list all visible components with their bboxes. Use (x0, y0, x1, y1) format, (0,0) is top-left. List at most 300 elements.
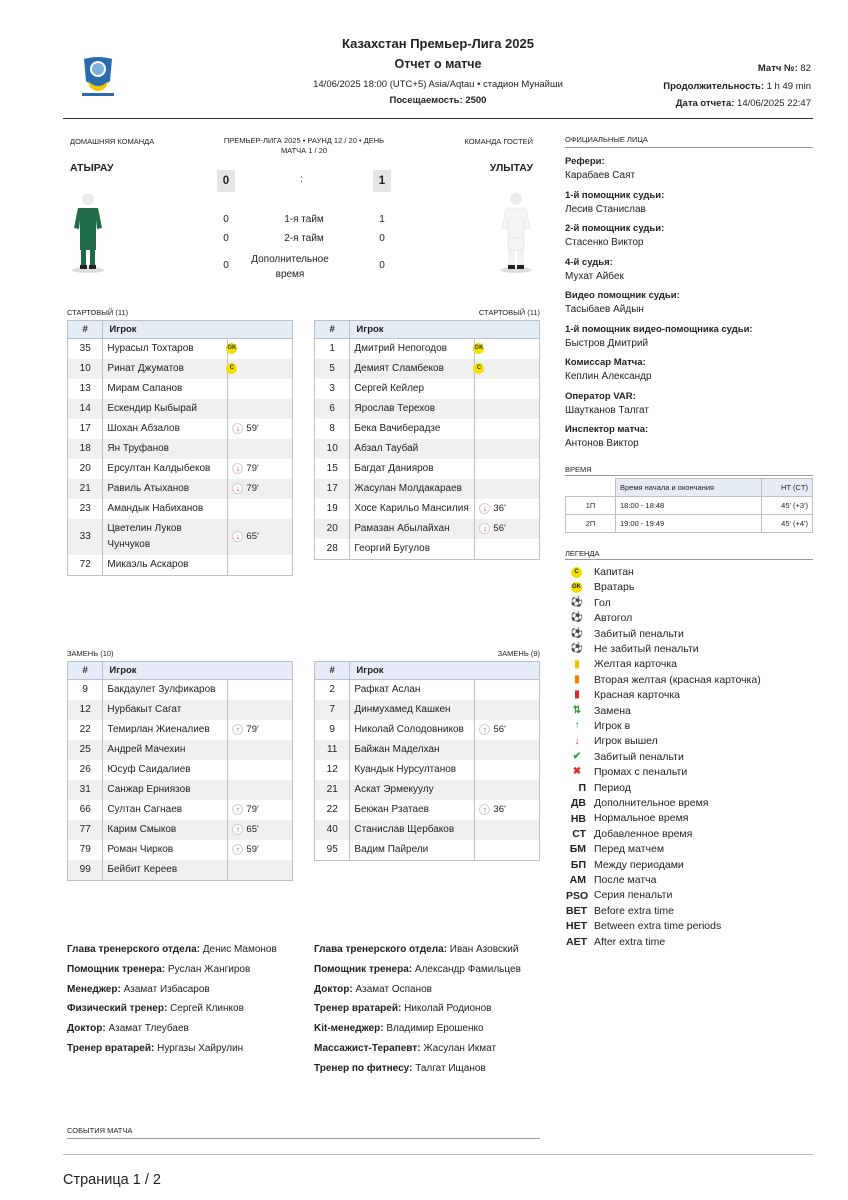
staff-role: Массажист-Терапевт: (314, 1042, 421, 1054)
player-row (315, 459, 540, 479)
home-subs-label: ЗАМЕНЬ (10) (67, 649, 114, 658)
player-event (228, 479, 293, 499)
report-subtitle: Отчет о матче (394, 57, 482, 71)
sub-minute: 79' (246, 804, 259, 815)
col-num-header: # (68, 321, 103, 339)
player-name: Мирам Сапанов (103, 379, 228, 399)
player-row (315, 379, 540, 399)
legend-item (568, 688, 680, 702)
abbr-bet: BET (566, 905, 587, 918)
official-role: 1-й помощник судьи: (565, 189, 665, 201)
legend-text: Промах с пенальти (594, 766, 688, 779)
staff-role: Kit-менеджер: (314, 1023, 384, 1035)
legend-text: Игрок вышел (594, 735, 658, 748)
official-entry (565, 290, 813, 324)
legend-item (568, 873, 657, 887)
staff-entry (314, 964, 554, 984)
sub-minute: 65' (246, 824, 259, 835)
player-name: Ярослав Терехов (350, 399, 475, 419)
legend-title: ЛЕГЕНДА (565, 549, 600, 558)
player-event (228, 379, 293, 399)
player-event (228, 499, 293, 519)
away-kit-icon (498, 190, 534, 274)
staff-name: Нургазы Хайрулин (157, 1042, 244, 1054)
legend-item (568, 611, 633, 625)
col-player-header: Игрок (350, 662, 540, 680)
legend-item (566, 888, 673, 902)
player-number: 10 (315, 439, 350, 459)
col-num-header: # (315, 321, 350, 339)
player-number: 20 (68, 459, 103, 479)
round-info: ПРЕМЬЕР-ЛИГА 2025 • РАУНД 12 / 20 • ДЕНЬ МАТЧА 1 / 20 (223, 136, 385, 155)
substitution-icon: ⇅ (572, 704, 582, 716)
sub-minute: 36' (493, 804, 506, 815)
player-event (228, 800, 293, 820)
period1-label: 1-я тайм (284, 214, 324, 225)
staff-role: Доктор: (67, 1023, 106, 1035)
player-name: Байжан Маделхан (350, 740, 475, 760)
legend-text: Before extra time (594, 904, 674, 917)
player-number: 15 (315, 459, 350, 479)
legend-item (566, 919, 722, 933)
player-name: Хосе Карильо Мансилия (350, 499, 475, 519)
player-event (475, 820, 540, 840)
staff-name: Сергей Клинков (170, 1003, 244, 1015)
legend-text: Вратарь (594, 581, 635, 594)
abbr-period: П (578, 781, 586, 794)
player-event (228, 439, 293, 459)
home-kit-icon (70, 190, 106, 274)
player-name: Ескендир Кыбырай (103, 399, 228, 419)
legend-item (568, 673, 761, 687)
player-number: 35 (68, 339, 103, 360)
legend-text: After extra time (594, 935, 666, 948)
ht-col-header: HT (CT) (762, 479, 813, 497)
header-divider (63, 118, 813, 119)
player-event (475, 499, 540, 519)
player-row (315, 499, 540, 519)
player-number: 17 (68, 419, 103, 439)
official-role: Рефери: (565, 156, 605, 167)
player-name: Георгий Бугулов (350, 539, 475, 560)
staff-role: Доктор: (314, 983, 353, 995)
player-name: Вадим Пайрели (350, 840, 475, 861)
player-row (68, 555, 293, 576)
player-event (228, 860, 293, 881)
time-title: ВРЕМЯ (565, 465, 592, 474)
player-row (315, 519, 540, 539)
player-name: Темирлан Жиеналиев (103, 720, 228, 740)
player-row (68, 419, 293, 439)
player-out-icon: ↓ (232, 423, 243, 434)
time-row-period: 2П (566, 515, 616, 533)
staff-name: Денис Мамонов (202, 944, 277, 955)
player-name: Абзал Таубай (350, 439, 475, 459)
legend-text: Желтая карточка (594, 658, 678, 671)
player-number: 12 (68, 700, 103, 720)
staff-name: Талгат Ищанов (415, 1062, 486, 1074)
staff-entry (67, 944, 307, 964)
player-number: 7 (315, 700, 350, 720)
player-row (68, 459, 293, 479)
penalty-check-icon: ✔ (572, 751, 582, 763)
col-player-header: Игрок (103, 662, 293, 680)
player-row (68, 840, 293, 860)
staff-name: Жасулан Икмат (423, 1042, 497, 1054)
official-name: Карабаев Саят (565, 170, 636, 181)
officials-list (565, 156, 813, 458)
player-name: Санжар Ерниязов (103, 780, 228, 800)
official-name: Лесив Станислав (565, 203, 646, 215)
score-separator: : (300, 174, 303, 185)
official-entry (565, 223, 813, 257)
player-number: 1 (315, 339, 350, 360)
player-event (228, 680, 293, 701)
sub-minute: 59' (246, 844, 259, 855)
player-number: 77 (68, 820, 103, 840)
away-staff (314, 944, 554, 1083)
home-starting-table (67, 320, 293, 576)
player-number: 8 (315, 419, 350, 439)
penalty-scored-icon: ⚽ (570, 627, 584, 639)
player-name: Шохан Абзалов (103, 419, 228, 439)
official-entry (565, 190, 813, 224)
staff-name: Руслан Жангиров (167, 963, 251, 975)
red-card-icon: ▮ (574, 689, 580, 701)
player-row (68, 379, 293, 399)
match-number: Матч №: 82 (757, 63, 811, 74)
player-name: Ян Труфанов (103, 439, 228, 459)
player-row (315, 539, 540, 560)
staff-entry (314, 1023, 554, 1043)
player-event (228, 740, 293, 760)
home-score: 0 (217, 170, 235, 192)
legend-text: Период (594, 781, 631, 794)
player-event (475, 800, 540, 820)
official-role: Инспектор матча: (565, 424, 649, 435)
time-row-ht: 45' (+3') (762, 497, 813, 515)
legend-item (568, 657, 678, 671)
player-row (315, 399, 540, 419)
player-number: 12 (315, 760, 350, 780)
player-number: 6 (315, 399, 350, 419)
goalkeeper-icon: GK (473, 343, 484, 354)
official-name: Быстров Дмитрий (565, 337, 649, 349)
player-row (68, 780, 293, 800)
player-name: Равиль Атыханов (103, 479, 228, 499)
player-number: 79 (68, 840, 103, 860)
captain-icon: C (473, 363, 484, 374)
player-event (228, 820, 293, 840)
player-name: Бакдаулет Зулфикаров (103, 680, 228, 701)
legend-item (568, 796, 709, 810)
legend-text: Не забитый пенальти (594, 643, 699, 655)
match-meta: 14/06/2025 18:00 (UTC+5) Asia/Aqtau • стадион Мунайши (313, 79, 563, 90)
attendance: Посещаемость: 2500 (389, 95, 487, 106)
official-role: 1-й помощник видео-помощника судьи: (565, 323, 753, 335)
legend-text: Гол (594, 596, 611, 609)
player-number: 31 (68, 780, 103, 800)
extra-home: 0 (223, 260, 229, 271)
player-event (475, 379, 540, 399)
player-event (228, 780, 293, 800)
player-event (228, 760, 293, 780)
legend-text: Нормальное время (594, 812, 689, 825)
officials-divider (565, 147, 813, 148)
staff-role: Глава тренерского отдела: (67, 944, 200, 955)
footer-divider (63, 1154, 813, 1155)
legend-item (568, 827, 693, 841)
player-event (475, 419, 540, 439)
staff-entry (67, 984, 307, 1004)
abbr-het: HET (566, 920, 587, 933)
legend-text: Вторая желтая (красная карточка) (594, 673, 761, 686)
player-event (475, 780, 540, 800)
legend-text: Between extra time periods (594, 920, 722, 933)
staff-name: Владимир Ерошенко (386, 1023, 484, 1035)
period2-away: 0 (379, 233, 385, 244)
player-name: Нурбакыт Сагат (103, 700, 228, 720)
legend-item (568, 596, 611, 610)
official-entry (565, 257, 813, 291)
player-name: Юсуф Саидалиев (103, 760, 228, 780)
goalkeeper-icon: GK (226, 343, 237, 354)
player-row (315, 479, 540, 499)
player-number: 22 (315, 800, 350, 820)
player-event (228, 419, 293, 439)
official-role: Видео помощник судьи: (565, 290, 680, 301)
player-number: 33 (68, 519, 103, 555)
player-event (475, 479, 540, 499)
staff-name: Азамат Оспанов (355, 983, 432, 995)
away-subs-table (314, 661, 540, 861)
player-row (315, 820, 540, 840)
penalty-missed-icon: ⚽ (570, 643, 584, 655)
player-out-icon: ↓ (479, 523, 490, 534)
player-name: Динмухамед Кашкен (350, 700, 475, 720)
staff-name: Иван Азовский (449, 944, 519, 955)
time-row-period: 1П (566, 497, 616, 515)
staff-role: Помощник тренера: (67, 963, 166, 975)
official-role: 4-й судья: (565, 256, 613, 268)
player-event (475, 339, 540, 360)
staff-entry (314, 944, 554, 964)
player-in-icon: ↑ (232, 824, 243, 835)
player-name: Бейбит Кереев (103, 860, 228, 881)
player-name: Бекжан Рзатаев (350, 800, 475, 820)
abbr-pso: PSO (566, 889, 589, 902)
player-out-icon: ↓ (232, 463, 243, 474)
sub-minute: 65' (246, 531, 259, 542)
player-row (315, 740, 540, 760)
legend-divider (565, 559, 813, 560)
player-row (315, 780, 540, 800)
col-num-header: # (68, 662, 103, 680)
legend-item (568, 858, 684, 872)
legend-item (568, 627, 684, 641)
player-event (475, 439, 540, 459)
time-col-header: Время начала и окончания (616, 479, 762, 497)
official-name: Мухат Айбек (565, 270, 624, 282)
player-number: 11 (315, 740, 350, 760)
player-row (68, 339, 293, 360)
player-event (475, 740, 540, 760)
staff-role: Менеджер: (67, 983, 121, 995)
player-in-icon: ↑ (479, 804, 490, 815)
player-out-icon: ↓ (232, 531, 243, 542)
staff-name: Азамат Тлеубаев (108, 1023, 189, 1035)
player-row (68, 820, 293, 840)
player-number: 25 (68, 740, 103, 760)
player-row (68, 680, 293, 701)
player-name: Рафкат Аслан (350, 680, 475, 701)
legend-text: Замена (594, 704, 631, 717)
abbr-normal-time: НВ (570, 812, 586, 825)
yellow-card-icon: ▮ (574, 658, 580, 670)
player-number: 22 (68, 720, 103, 740)
legend-item (566, 935, 666, 949)
abbr-extra-time: ДВ (570, 797, 586, 810)
player-number: 26 (68, 760, 103, 780)
player-number: 3 (315, 379, 350, 399)
official-name: Шаутканов Талгат (565, 404, 649, 416)
time-row-range: 18:00 - 18:48 (616, 497, 762, 515)
player-row (68, 479, 293, 499)
player-number: 13 (68, 379, 103, 399)
player-number: 99 (68, 860, 103, 881)
events-divider (67, 1138, 540, 1139)
official-role: 2-й помощник судьи: (565, 223, 665, 234)
player-name: Султан Сагнаев (103, 800, 228, 820)
col-player-header: Игрок (103, 321, 293, 339)
away-starting-label: СТАРТОВЫЙ (11) (478, 308, 540, 317)
player-number: 23 (68, 499, 103, 519)
away-team-name: УЛЫТАУ (489, 162, 533, 174)
legend-text: Автогол (594, 612, 633, 625)
time-divider (565, 475, 813, 476)
player-name: Бека Вачиберадзе (350, 419, 475, 439)
period1-home: 0 (223, 214, 229, 225)
player-number: 66 (68, 800, 103, 820)
player-event (228, 840, 293, 860)
sub-minute: 56' (493, 724, 506, 735)
player-out-icon: ↓ (479, 503, 490, 514)
legend-text: Красная карточка (594, 689, 680, 702)
player-number: 21 (315, 780, 350, 800)
penalty-cross-icon: ✖ (572, 766, 582, 778)
player-event (475, 680, 540, 701)
player-event (475, 760, 540, 780)
report-date: Дата отчета: 14/06/2025 22:47 (675, 98, 811, 109)
official-role: Оператор VAR: (565, 390, 636, 402)
player-out-icon: ↓ (574, 735, 580, 747)
staff-role: Тренер по фитнесу: (314, 1062, 413, 1074)
page-number: Страница 1 / 2 (63, 1172, 161, 1188)
staff-entry (67, 1043, 307, 1063)
official-entry (565, 391, 813, 425)
player-row (68, 359, 293, 379)
col-num-header: # (315, 662, 350, 680)
player-number: 19 (315, 499, 350, 519)
events-title: СОБЫТИЯ МАТЧА (67, 1126, 133, 1135)
abbr-after-match: АМ (569, 874, 586, 887)
player-event (228, 555, 293, 576)
player-name: Микаэль Аскаров (103, 555, 228, 576)
player-event (475, 720, 540, 740)
sub-minute: 79' (246, 483, 259, 494)
second-yellow-icon: ▮ (574, 674, 580, 686)
staff-role: Физический тренер: (67, 1003, 168, 1015)
player-row (68, 499, 293, 519)
player-row (315, 840, 540, 861)
player-number: 5 (315, 359, 350, 379)
player-name: Амандык Набиханов (103, 499, 228, 519)
player-row (68, 760, 293, 780)
home-team-name: АТЫРАУ (70, 162, 114, 174)
legend-text: Дополнительное время (594, 797, 709, 809)
player-row (68, 439, 293, 459)
player-row (315, 720, 540, 740)
player-number: 9 (315, 720, 350, 740)
staff-role: Тренер вратарей: (67, 1042, 155, 1054)
legend-item (568, 811, 689, 825)
sub-minute: 79' (246, 463, 259, 474)
abbr-before-match: БМ (569, 843, 586, 856)
player-name: Аскат Эрмекуулу (350, 780, 475, 800)
player-event (475, 399, 540, 419)
official-name: Тасыбаев Айдын (565, 304, 644, 315)
abbr-added-time: СТ (572, 828, 586, 841)
own-goal-icon: ⚽ (570, 612, 584, 624)
staff-entry (314, 1003, 554, 1023)
official-role: Комиссар Матча: (565, 357, 646, 368)
player-name: Жасулан Молдакараев (350, 479, 475, 499)
player-in-icon: ↑ (232, 804, 243, 815)
player-row (315, 700, 540, 720)
legend-text: Забитый пенальти (594, 750, 684, 763)
player-row (68, 700, 293, 720)
player-number: 95 (315, 840, 350, 861)
sub-minute: 36' (493, 503, 506, 514)
player-row (315, 359, 540, 379)
player-name: Станислав Щербаков (350, 820, 475, 840)
player-number: 28 (315, 539, 350, 560)
extra-label: Дополнительное время (251, 254, 329, 280)
time-row-range: 19:00 - 19:49 (616, 515, 762, 533)
away-team-label: КОМАНДА ГОСТЕЙ (464, 137, 533, 146)
player-number: 21 (68, 479, 103, 499)
home-team-label: ДОМАШНЯЯ КОМАНДА (70, 137, 155, 146)
legend-item (566, 904, 674, 918)
player-row (68, 740, 293, 760)
sub-minute: 59' (246, 423, 259, 434)
player-row (315, 439, 540, 459)
legend-item (568, 734, 658, 748)
legend-item (568, 642, 699, 656)
official-entry (565, 156, 813, 190)
away-starting-table (314, 320, 540, 560)
player-name: Карим Смыков (103, 820, 228, 840)
staff-entry (314, 984, 554, 1004)
legend-item (568, 781, 631, 795)
player-number: 40 (315, 820, 350, 840)
player-name: Дмитрий Непогодов (350, 339, 475, 360)
legend-item (568, 719, 631, 733)
match-duration: Продолжительность: 1 h 49 min (663, 81, 811, 92)
player-number: 10 (68, 359, 103, 379)
player-row (315, 680, 540, 701)
staff-name: Николай Родионов (404, 1003, 492, 1015)
